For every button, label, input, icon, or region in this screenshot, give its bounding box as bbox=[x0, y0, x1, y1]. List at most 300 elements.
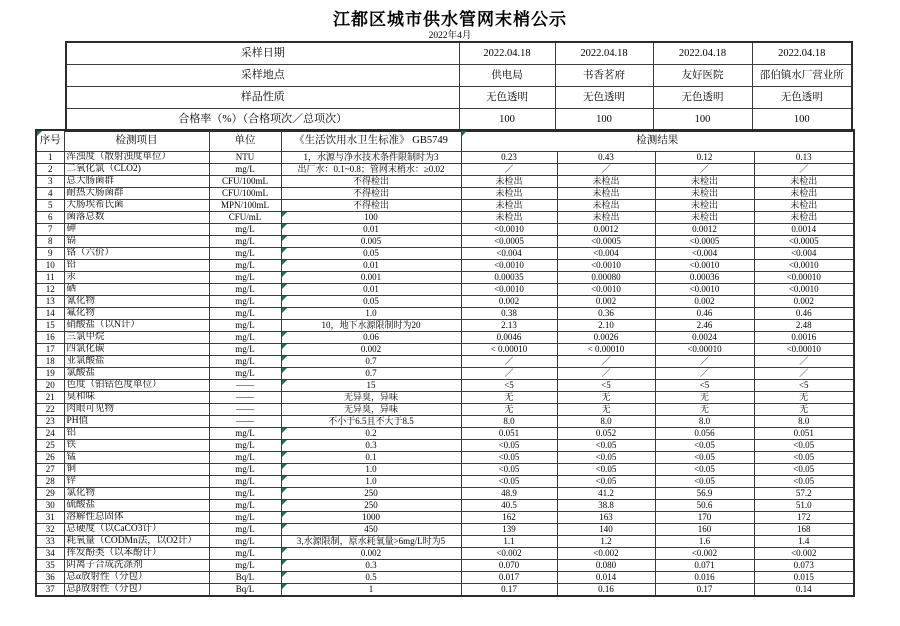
item-standard: 0.1 bbox=[281, 452, 461, 464]
result-value: <0.004 bbox=[461, 248, 557, 260]
result-value: 无 bbox=[655, 404, 754, 416]
summary-value: 无色透明 bbox=[555, 87, 653, 109]
result-value: <5 bbox=[754, 380, 854, 392]
item-unit: mg/L bbox=[209, 296, 281, 308]
item-standard: 10，地下水源限制时为20 bbox=[281, 320, 461, 332]
item-standard: 不小于6.5且不大于8.5 bbox=[281, 416, 461, 428]
row-index: 2 bbox=[36, 164, 64, 176]
summary-value: 100 bbox=[555, 109, 653, 132]
item-standard: 1，水源与净水技术条件限制时为3 bbox=[281, 152, 461, 164]
item-name: 耐热大肠菌群 bbox=[64, 188, 209, 200]
col-header-item: 检测项目 bbox=[64, 130, 209, 152]
summary-row-sampling-date bbox=[66, 42, 852, 65]
table-row bbox=[36, 380, 854, 392]
row-index: 33 bbox=[36, 536, 64, 548]
result-value: 0.00035 bbox=[461, 272, 557, 284]
item-name: 色度（铂钴色度单位） bbox=[64, 380, 209, 392]
row-index: 27 bbox=[36, 464, 64, 476]
summary-value: 2022.04.18 bbox=[752, 42, 852, 65]
summary-value: 书香茗府 bbox=[555, 65, 653, 87]
result-value: 1.1 bbox=[461, 536, 557, 548]
result-value: 0.002 bbox=[655, 296, 754, 308]
table-row bbox=[36, 320, 854, 332]
result-value: 0.014 bbox=[557, 572, 655, 584]
result-value: 0.0024 bbox=[655, 332, 754, 344]
table-row bbox=[36, 176, 854, 188]
result-value: 162 bbox=[461, 512, 557, 524]
item-name: 铅 bbox=[64, 260, 209, 272]
item-name: 肉眼可见物 bbox=[64, 404, 209, 416]
item-name: 大肠埃希氏菌 bbox=[64, 200, 209, 212]
item-name: 氰化物 bbox=[64, 296, 209, 308]
summary-label: 采样日期 bbox=[66, 42, 459, 65]
row-index: 32 bbox=[36, 524, 64, 536]
result-value: 0.13 bbox=[754, 152, 854, 164]
row-index: 18 bbox=[36, 356, 64, 368]
result-value: ／ bbox=[461, 164, 557, 176]
item-unit: mg/L bbox=[209, 536, 281, 548]
result-value: 0.0016 bbox=[754, 332, 854, 344]
result-value: <0.0005 bbox=[557, 236, 655, 248]
item-standard: 0.01 bbox=[281, 260, 461, 272]
result-value: 未检出 bbox=[655, 176, 754, 188]
item-standard: 不得检出 bbox=[281, 200, 461, 212]
result-value: ／ bbox=[754, 164, 854, 176]
row-index: 25 bbox=[36, 440, 64, 452]
result-value: 未检出 bbox=[754, 200, 854, 212]
item-name: PH值 bbox=[64, 416, 209, 428]
result-value: ／ bbox=[557, 164, 655, 176]
result-value: <0.05 bbox=[461, 464, 557, 476]
result-value: 0.002 bbox=[557, 296, 655, 308]
detail-tbody bbox=[36, 152, 854, 597]
item-standard: 250 bbox=[281, 488, 461, 500]
item-name: 镉 bbox=[64, 236, 209, 248]
result-value: 0.0012 bbox=[557, 224, 655, 236]
result-value: ／ bbox=[461, 368, 557, 380]
result-value: <5 bbox=[557, 380, 655, 392]
item-standard: 0.01 bbox=[281, 284, 461, 296]
row-index: 13 bbox=[36, 296, 64, 308]
summary-row-sample-property bbox=[66, 87, 852, 109]
summary-value: 邵伯镇水厂营业所 bbox=[752, 65, 852, 87]
item-standard: 3,水源限制，原水耗氧量>6mg/L时为5 bbox=[281, 536, 461, 548]
summary-label: 样品性质 bbox=[66, 87, 459, 109]
item-unit: CFU/100mL bbox=[209, 188, 281, 200]
item-name: 菌落总数 bbox=[64, 212, 209, 224]
item-unit: mg/L bbox=[209, 368, 281, 380]
item-unit: CFU/mL bbox=[209, 212, 281, 224]
result-value: 168 bbox=[754, 524, 854, 536]
item-standard: 0.01 bbox=[281, 224, 461, 236]
result-value: 无 bbox=[655, 392, 754, 404]
result-value: 未检出 bbox=[754, 188, 854, 200]
table-row bbox=[36, 560, 854, 572]
result-value: <0.0010 bbox=[754, 284, 854, 296]
detail-table bbox=[35, 129, 855, 597]
result-value: <0.0010 bbox=[754, 260, 854, 272]
col-header-index: 序号 bbox=[36, 130, 64, 152]
table-row bbox=[36, 368, 854, 380]
result-value: <0.05 bbox=[655, 476, 754, 488]
result-value: 38.8 bbox=[557, 500, 655, 512]
table-row bbox=[36, 464, 854, 476]
result-value: 41.2 bbox=[557, 488, 655, 500]
item-name: 砷 bbox=[64, 224, 209, 236]
item-unit: MPN/100mL bbox=[209, 200, 281, 212]
result-value: 0.017 bbox=[461, 572, 557, 584]
result-value: <0.05 bbox=[557, 476, 655, 488]
item-standard: 0.001 bbox=[281, 272, 461, 284]
item-standard: 0.3 bbox=[281, 440, 461, 452]
row-index: 35 bbox=[36, 560, 64, 572]
result-value: <0.0010 bbox=[655, 260, 754, 272]
result-value: <0.0010 bbox=[461, 260, 557, 272]
item-standard: 无异臭，异味 bbox=[281, 392, 461, 404]
item-standard: 0.2 bbox=[281, 428, 461, 440]
item-unit: —— bbox=[209, 380, 281, 392]
col-header-standard: 《生活饮用水卫生标准》 GB5749 bbox=[281, 130, 461, 152]
item-standard: 0.005 bbox=[281, 236, 461, 248]
item-unit: Bq/L bbox=[209, 572, 281, 584]
result-value: 0.002 bbox=[461, 296, 557, 308]
item-unit: mg/L bbox=[209, 428, 281, 440]
summary-label: 采样地点 bbox=[66, 65, 459, 87]
result-value: 163 bbox=[557, 512, 655, 524]
result-value: 无 bbox=[754, 392, 854, 404]
table-row bbox=[36, 392, 854, 404]
table-row bbox=[36, 416, 854, 428]
table-row bbox=[36, 500, 854, 512]
item-unit: mg/L bbox=[209, 512, 281, 524]
result-value: ／ bbox=[754, 356, 854, 368]
item-standard: 0.002 bbox=[281, 344, 461, 356]
item-unit: mg/L bbox=[209, 560, 281, 572]
result-value: <0.05 bbox=[655, 464, 754, 476]
item-unit: —— bbox=[209, 404, 281, 416]
result-value: <0.0010 bbox=[655, 284, 754, 296]
result-value: 0.00036 bbox=[655, 272, 754, 284]
item-standard: 0.3 bbox=[281, 560, 461, 572]
item-standard: 1.0 bbox=[281, 308, 461, 320]
table-row bbox=[36, 476, 854, 488]
result-value: 0.17 bbox=[655, 584, 754, 597]
result-value: <0.0005 bbox=[754, 236, 854, 248]
item-unit: mg/L bbox=[209, 260, 281, 272]
row-index: 22 bbox=[36, 404, 64, 416]
row-index: 15 bbox=[36, 320, 64, 332]
result-value: 未检出 bbox=[655, 200, 754, 212]
result-value: 160 bbox=[655, 524, 754, 536]
row-index: 23 bbox=[36, 416, 64, 428]
item-name: 溶解性总固体 bbox=[64, 512, 209, 524]
result-value: <0.0010 bbox=[461, 224, 557, 236]
summary-label: 合格率（%）（合格项次／总项次） bbox=[66, 109, 459, 132]
row-index: 14 bbox=[36, 308, 64, 320]
detail-header-row bbox=[36, 130, 854, 152]
row-index: 21 bbox=[36, 392, 64, 404]
result-value: 1.6 bbox=[655, 536, 754, 548]
item-name: 氯化物 bbox=[64, 488, 209, 500]
item-name: 汞 bbox=[64, 272, 209, 284]
table-row bbox=[36, 536, 854, 548]
item-unit: mg/L bbox=[209, 248, 281, 260]
item-name: 硝酸盐（以N计） bbox=[64, 320, 209, 332]
col-header-unit: 单位 bbox=[209, 130, 281, 152]
item-standard: 100 bbox=[281, 212, 461, 224]
row-index: 26 bbox=[36, 452, 64, 464]
item-unit: mg/L bbox=[209, 344, 281, 356]
result-value: <0.05 bbox=[754, 452, 854, 464]
result-value: 1.2 bbox=[557, 536, 655, 548]
item-name: 铁 bbox=[64, 440, 209, 452]
row-index: 19 bbox=[36, 368, 64, 380]
item-unit: mg/L bbox=[209, 356, 281, 368]
result-value: <0.05 bbox=[557, 452, 655, 464]
result-value: 51.0 bbox=[754, 500, 854, 512]
item-name: 锌 bbox=[64, 476, 209, 488]
item-name: 阴离子合成洗涤剂 bbox=[64, 560, 209, 572]
table-row bbox=[36, 296, 854, 308]
result-value: 0.16 bbox=[557, 584, 655, 597]
item-standard: 出厂水：0.1~0.8；管网末梢水：≥0.02 bbox=[281, 164, 461, 176]
summary-value: 无色透明 bbox=[653, 87, 752, 109]
summary-value: 2022.04.18 bbox=[653, 42, 752, 65]
row-index: 3 bbox=[36, 176, 64, 188]
item-unit: mg/L bbox=[209, 524, 281, 536]
result-value: 0.015 bbox=[754, 572, 854, 584]
summary-value: 100 bbox=[653, 109, 752, 132]
row-index: 10 bbox=[36, 260, 64, 272]
result-value: < 0.00010 bbox=[557, 344, 655, 356]
col-header-result: 检测结果 bbox=[461, 130, 854, 152]
result-value: ／ bbox=[655, 368, 754, 380]
result-value: <0.05 bbox=[461, 440, 557, 452]
result-value: 0.36 bbox=[557, 308, 655, 320]
result-value: <0.002 bbox=[557, 548, 655, 560]
result-value: <0.05 bbox=[461, 452, 557, 464]
result-value: <0.0010 bbox=[557, 284, 655, 296]
item-standard: 0.7 bbox=[281, 356, 461, 368]
item-name: 亚氯酸盐 bbox=[64, 356, 209, 368]
table-row bbox=[36, 488, 854, 500]
item-unit: mg/L bbox=[209, 488, 281, 500]
result-value: 0.052 bbox=[557, 428, 655, 440]
item-standard: 15 bbox=[281, 380, 461, 392]
table-row bbox=[36, 404, 854, 416]
result-value: 未检出 bbox=[461, 200, 557, 212]
result-value: 40.5 bbox=[461, 500, 557, 512]
item-unit: mg/L bbox=[209, 224, 281, 236]
result-value: 0.051 bbox=[461, 428, 557, 440]
item-name: 氯酸盐 bbox=[64, 368, 209, 380]
row-index: 24 bbox=[36, 428, 64, 440]
row-index: 34 bbox=[36, 548, 64, 560]
result-value: 0.23 bbox=[461, 152, 557, 164]
item-name: 硒 bbox=[64, 284, 209, 296]
item-name: 铝 bbox=[64, 428, 209, 440]
result-value: ／ bbox=[655, 356, 754, 368]
result-value: 0.073 bbox=[754, 560, 854, 572]
item-unit: mg/L bbox=[209, 236, 281, 248]
result-value: <0.05 bbox=[557, 464, 655, 476]
row-index: 12 bbox=[36, 284, 64, 296]
item-unit: mg/L bbox=[209, 452, 281, 464]
item-name: 铜 bbox=[64, 464, 209, 476]
summary-row-pass-rate bbox=[66, 109, 852, 132]
result-value: 未检出 bbox=[557, 212, 655, 224]
result-value: <0.05 bbox=[754, 464, 854, 476]
row-index: 17 bbox=[36, 344, 64, 356]
table-row bbox=[36, 572, 854, 584]
result-value: <0.05 bbox=[655, 440, 754, 452]
row-index: 37 bbox=[36, 584, 64, 597]
result-value: 2.48 bbox=[754, 320, 854, 332]
item-standard: 450 bbox=[281, 524, 461, 536]
row-index: 29 bbox=[36, 488, 64, 500]
table-row bbox=[36, 584, 854, 597]
row-index: 31 bbox=[36, 512, 64, 524]
result-value: 0.002 bbox=[754, 296, 854, 308]
summary-value: 无色透明 bbox=[459, 87, 555, 109]
result-value: <0.0010 bbox=[461, 284, 557, 296]
table-row bbox=[36, 524, 854, 536]
result-value: ／ bbox=[461, 356, 557, 368]
item-standard: 0.05 bbox=[281, 296, 461, 308]
result-value: <5 bbox=[461, 380, 557, 392]
row-index: 7 bbox=[36, 224, 64, 236]
table-row bbox=[36, 224, 854, 236]
item-unit: mg/L bbox=[209, 272, 281, 284]
result-value: 48.9 bbox=[461, 488, 557, 500]
result-value: 8.0 bbox=[655, 416, 754, 428]
result-value: 8.0 bbox=[754, 416, 854, 428]
table-row bbox=[36, 164, 854, 176]
item-standard: 0.05 bbox=[281, 248, 461, 260]
result-value: 0.056 bbox=[655, 428, 754, 440]
row-index: 20 bbox=[36, 380, 64, 392]
table-row bbox=[36, 212, 854, 224]
item-name: 铬（六价） bbox=[64, 248, 209, 260]
result-value: 未检出 bbox=[557, 200, 655, 212]
row-index: 4 bbox=[36, 188, 64, 200]
result-value: 未检出 bbox=[557, 176, 655, 188]
result-value: 0.00080 bbox=[557, 272, 655, 284]
result-value: 0.12 bbox=[655, 152, 754, 164]
result-value: 0.0014 bbox=[754, 224, 854, 236]
item-unit: mg/L bbox=[209, 476, 281, 488]
result-value: ／ bbox=[754, 368, 854, 380]
result-value: 0.38 bbox=[461, 308, 557, 320]
result-value: <0.0010 bbox=[557, 260, 655, 272]
item-name: 总α放射性（分包） bbox=[64, 572, 209, 584]
summary-value: 100 bbox=[459, 109, 555, 132]
table-row bbox=[36, 248, 854, 260]
result-value: 2.13 bbox=[461, 320, 557, 332]
result-value: <0.004 bbox=[557, 248, 655, 260]
result-value: <5 bbox=[655, 380, 754, 392]
summary-value: 2022.04.18 bbox=[555, 42, 653, 65]
result-value: 无 bbox=[557, 404, 655, 416]
item-name: 挥发酚类（以苯酚计） bbox=[64, 548, 209, 560]
item-standard: 1 bbox=[281, 584, 461, 597]
summary-value: 100 bbox=[752, 109, 852, 132]
item-standard: 0.06 bbox=[281, 332, 461, 344]
table-row bbox=[36, 236, 854, 248]
summary-value: 无色透明 bbox=[752, 87, 852, 109]
row-index: 28 bbox=[36, 476, 64, 488]
result-value: <0.00010 bbox=[655, 344, 754, 356]
table-row bbox=[36, 440, 854, 452]
table-row bbox=[36, 356, 854, 368]
result-value: 0.46 bbox=[754, 308, 854, 320]
table-row bbox=[36, 272, 854, 284]
result-value: 2.46 bbox=[655, 320, 754, 332]
result-value: 0.43 bbox=[557, 152, 655, 164]
result-value: 172 bbox=[754, 512, 854, 524]
row-index: 36 bbox=[36, 572, 64, 584]
result-value: <0.0005 bbox=[655, 236, 754, 248]
table-row bbox=[36, 260, 854, 272]
item-standard: 无异臭，异味 bbox=[281, 404, 461, 416]
item-unit: mg/L bbox=[209, 332, 281, 344]
result-value: 0.17 bbox=[461, 584, 557, 597]
row-index: 30 bbox=[36, 500, 64, 512]
item-standard: 0.002 bbox=[281, 548, 461, 560]
page-title: 江都区城市供水管网末梢公示 bbox=[333, 10, 567, 30]
result-value: 0.071 bbox=[655, 560, 754, 572]
item-name: 氟化物 bbox=[64, 308, 209, 320]
item-name: 二氧化氯（CLO2) bbox=[64, 164, 209, 176]
table-row bbox=[36, 152, 854, 164]
result-value: <0.002 bbox=[655, 548, 754, 560]
item-unit: mg/L bbox=[209, 320, 281, 332]
result-value: <0.05 bbox=[557, 440, 655, 452]
table-row bbox=[36, 452, 854, 464]
item-name: 锰 bbox=[64, 452, 209, 464]
summary-value: 友好医院 bbox=[653, 65, 752, 87]
result-value: 2.10 bbox=[557, 320, 655, 332]
item-standard: 1.0 bbox=[281, 476, 461, 488]
item-standard: 不得检出 bbox=[281, 176, 461, 188]
result-value: 0.070 bbox=[461, 560, 557, 572]
item-unit: —— bbox=[209, 416, 281, 428]
result-value: <0.004 bbox=[754, 248, 854, 260]
item-unit: CFU/100mL bbox=[209, 176, 281, 188]
item-unit: mg/L bbox=[209, 464, 281, 476]
row-index: 1 bbox=[36, 152, 64, 164]
summary-table bbox=[65, 41, 853, 132]
result-value: ／ bbox=[655, 164, 754, 176]
item-unit: mg/L bbox=[209, 440, 281, 452]
item-standard: 0.5 bbox=[281, 572, 461, 584]
result-value: 0.14 bbox=[754, 584, 854, 597]
result-value: 无 bbox=[754, 404, 854, 416]
result-value: <0.05 bbox=[655, 452, 754, 464]
table-row bbox=[36, 548, 854, 560]
table-row bbox=[36, 188, 854, 200]
table-row bbox=[36, 200, 854, 212]
result-value: 56.9 bbox=[655, 488, 754, 500]
result-value: 0.051 bbox=[754, 428, 854, 440]
result-value: 未检出 bbox=[461, 176, 557, 188]
result-value: 1.4 bbox=[754, 536, 854, 548]
result-value: 未检出 bbox=[754, 212, 854, 224]
row-index: 6 bbox=[36, 212, 64, 224]
item-unit: mg/L bbox=[209, 308, 281, 320]
result-value: 57.2 bbox=[754, 488, 854, 500]
item-unit: NTU bbox=[209, 152, 281, 164]
